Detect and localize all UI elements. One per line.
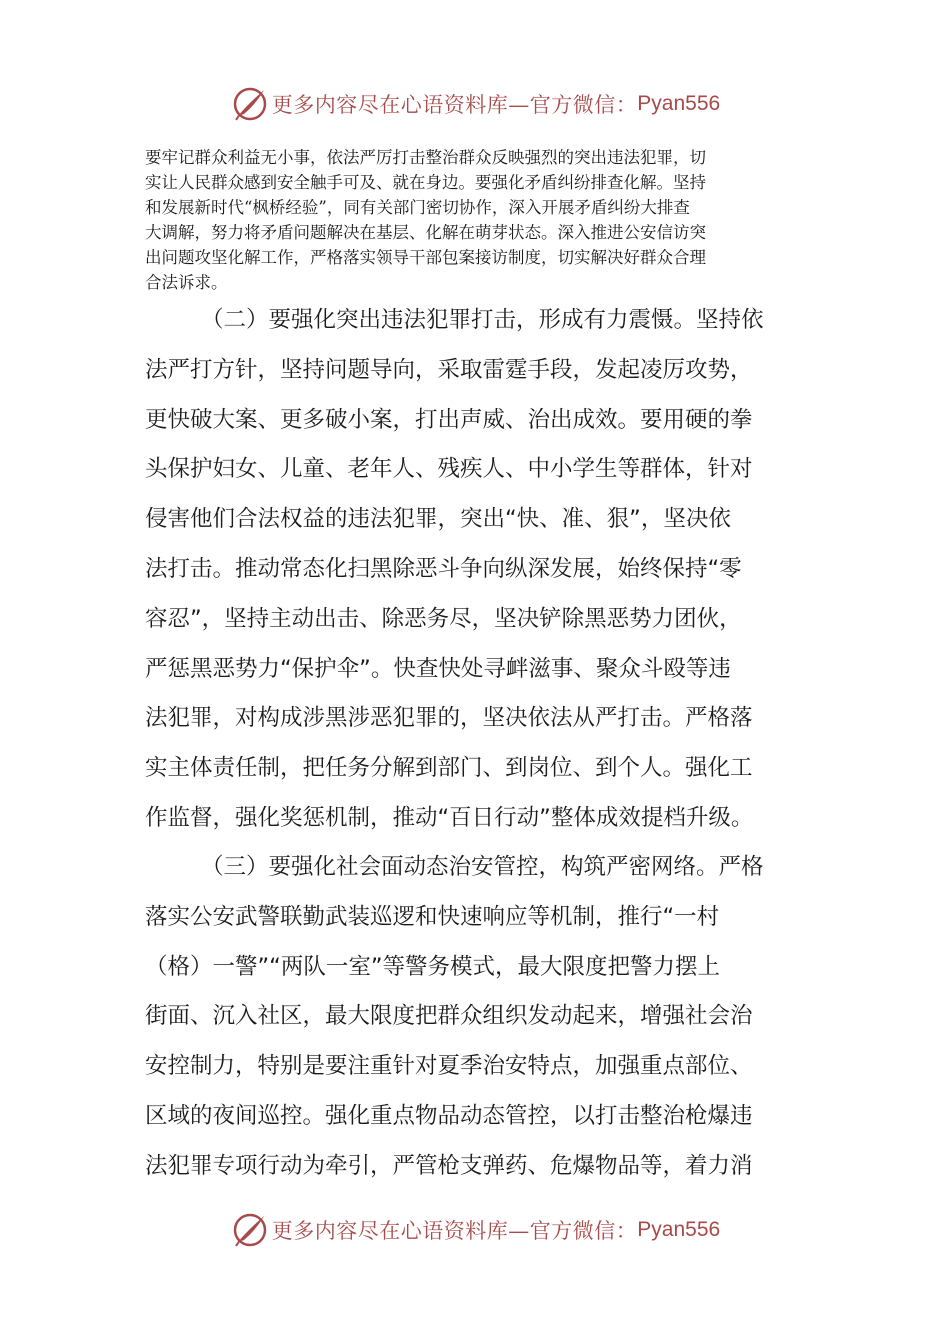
banner-wechat-id: Pyan556 [637,92,721,115]
text-line: 作监督，强化奖惩机制，推动“百日行动”整体成效提档升级。 [145,804,754,831]
text-line: 法犯罪专项行动为牵引，严管枪支弹药、危爆物品等，着力消 [145,1152,753,1179]
text-line: 要牢记群众利益无小事，依法严厉打击整治群众反映强烈的突出违法犯罪，切 [145,148,706,167]
text-line: 区域的夜间巡控。强化重点物品动态管控，以打击整治枪爆违 [145,1102,753,1129]
text-line: （三）要强化社会面动态治安管控，构筑严密网络。严格 [201,854,764,880]
intro-paragraph [145,145,805,295]
banner-text: 更多内容尽在心语资料库—官方微信： [271,93,638,117]
text-line: 实让人民群众感到安全触手可及、就在身边。要强化矛盾纠纷排查化解。坚持 [145,173,706,192]
text-line: 实主体责任制，把任务分解到部门、到岗位、到个人。强化工 [145,755,753,782]
text-line: （格）一警”“两队一室”等警务模式，最大限度把警力摆上 [145,953,720,980]
banner-wechat-id: Pyan556 [637,1218,721,1241]
banner-text: 更多内容尽在心语资料库—官方微信： [271,1219,638,1243]
text-line: 法犯罪，对构成涉黑涉恶犯罪的，坚决依法从严打击。严格落 [145,705,753,732]
text-line: 合法诉求。 [145,273,228,292]
text-line: 街面、沉入社区，最大限度把群众组织发动起来，增强社会治 [145,1003,753,1030]
text-line: 和发展新时代“枫桥经验”，同有关部门密切协作，深入开展矛盾纠纷大排查 [145,198,690,217]
text-line: 法严打方针，坚持问题导向，采取雷霆手段，发起凌厉攻势， [145,356,753,383]
text-line: 严惩黑恶势力“保护伞”。快查快处寻衅滋事、聚众斗殴等违 [145,655,731,682]
quill-logo-icon [230,1210,270,1250]
text-line: 落实公安武警联勤武装巡逻和快速响应等机制，推行“一村 [145,903,720,930]
text-line: 法打击。推动常态化扫黑除恶斗争向纵深发展，始终保持“零 [145,555,742,582]
text-line: 更快破大案、更多破小案，打出声威、治出成效。要用硬的拳 [145,406,753,433]
text-line: 出问题攻坚化解工作，严格落实领导干部包案接访制度，切实解决好群众合理 [145,248,706,267]
text-line: （二）要强化突出违法犯罪打击，形成有力震慑。坚持依 [201,307,764,333]
header-banner [0,82,950,126]
text-line: 头保护妇女、儿童、老年人、残疾人、中小学生等群体，针对 [145,456,753,483]
text-line: 安控制力，特别是要注重针对夏季治安特点，加强重点部位、 [145,1053,753,1080]
footer-banner [0,1208,950,1252]
section-3-paragraph [145,843,825,1192]
quill-logo-icon [230,84,270,124]
text-line: 容忍”，坚持主动出击、除恶务尽，坚决铲除黑恶势力团伙， [145,605,742,632]
section-2-paragraph [145,296,825,844]
text-line: 侵害他们合法权益的违法犯罪，突出“快、准、狠”，坚决依 [145,506,731,533]
text-line: 大调解，努力将矛盾问题解决在基层、化解在萌芽状态。深入推进公安信访突 [145,223,706,242]
